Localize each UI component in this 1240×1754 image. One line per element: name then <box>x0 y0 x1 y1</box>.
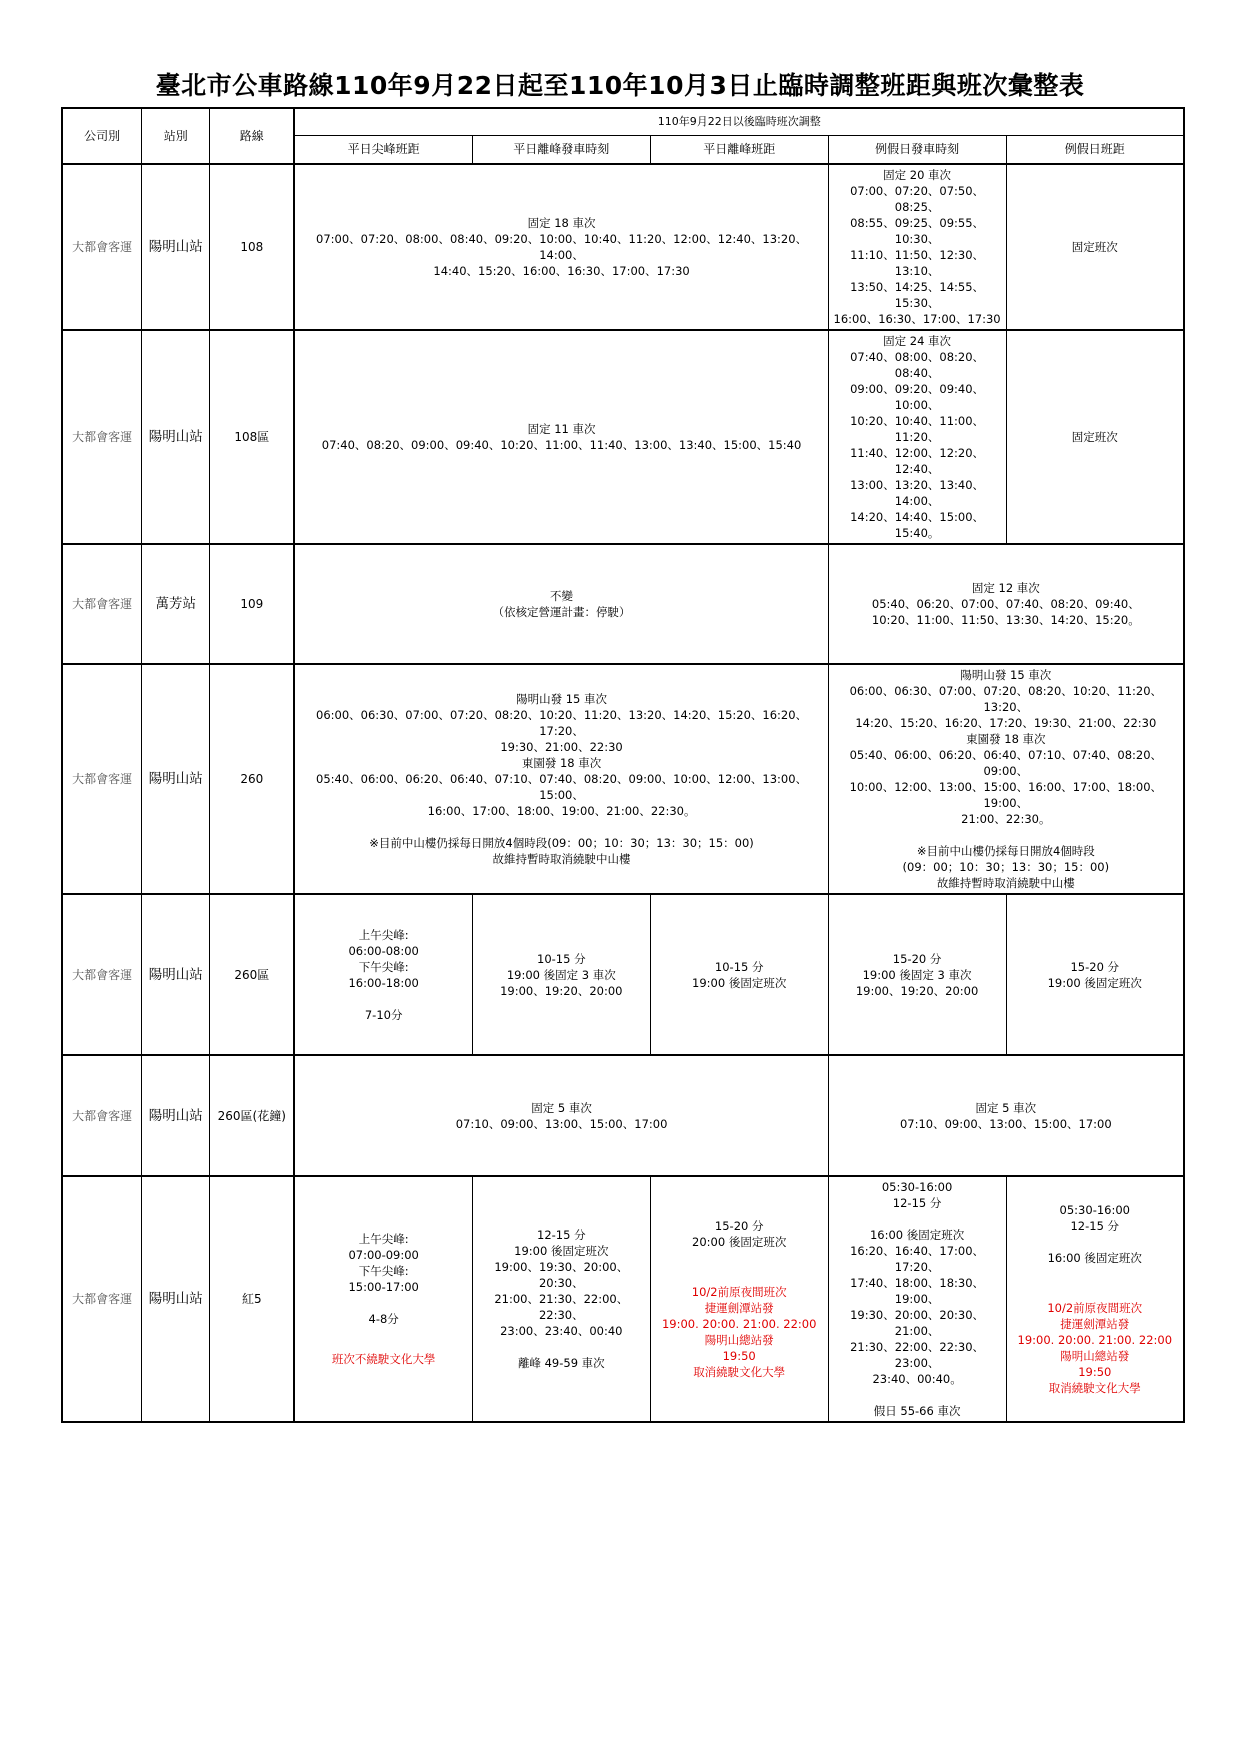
holiday-headway-cell <box>1006 1176 1184 1422</box>
route-cell: 109 <box>210 544 295 664</box>
station-cell: 萬芳站 <box>142 544 210 664</box>
holiday-headway-note: 10/2前原夜間班次 捷運劍潭站發 19:00. 20:00. 21:00. 22:00 陽明山總站發 19:50 取消繞駛文化大學 <box>1017 1301 1173 1395</box>
weekday-peak-text: 上午尖峰: 07:00-09:00 下午尖峰: 15:00-17:00 4-8分 <box>348 1232 419 1326</box>
weekday-offpeak-headway-cell <box>650 1176 828 1422</box>
holiday-headway-text: 05:30-16:00 12-15 分 16:00 後固定班次 <box>1047 1203 1142 1265</box>
route-cell: 108 <box>210 164 295 330</box>
header-route: 路線 <box>210 108 295 164</box>
weekday-offpeak-times-cell: 10-15 分 19:00 後固定 3 車次 19:00、19:20、20:00 <box>472 894 650 1055</box>
weekday-schedule-cell: 固定 11 車次 07:40、08:20、09:00、09:40、10:20、11:00、11:40、13:00、13:40、15:00、15:40 <box>294 330 828 544</box>
route-cell: 紅5 <box>210 1176 295 1422</box>
table-row <box>62 330 1184 544</box>
document-title: 臺北市公車路線110年9月22日起至110年10月3日止臨時調整班距與班次彙整表 <box>155 71 1085 100</box>
company-cell: 大都會客運 <box>62 1055 142 1176</box>
weekday-peak-cell <box>294 1176 472 1422</box>
weekday-peak-note: 班次不繞駛文化大學 <box>331 1352 436 1366</box>
table-row <box>62 164 1184 330</box>
weekday-offpeak-headway-cell: 10-15 分 19:00 後固定班次 <box>650 894 828 1055</box>
holiday-schedule-cell: 陽明山發 15 車次 06:00、06:30、07:00、07:20、08:20、10:20、11:20、13:20、 14:20、15:20、16:20、17:20、19:30、21:00、22:30 東園發 18 車次 05:40、06:00、06:20、06:40、07:10、07:40、08:20、09:00、 10:00、12:00、13:00、15:00、16:00、17:00、18:00、19:00、 21:00、22:30。 ※目前中山樓仍採每日開放4個時段 (09：00；10：30；13：30；15：00) 故維持暫時取消繞駛中山樓 <box>828 664 1184 894</box>
company-cell: 大都會客運 <box>62 544 142 664</box>
holiday-times-cell: 15-20 分 19:00 後固定 3 車次 19:00、19:20、20:00 <box>828 894 1006 1055</box>
weekday-schedule-cell: 陽明山發 15 車次 06:00、06:30、07:00、07:20、08:20、10:20、11:20、13:20、14:20、15:20、16:20、17:20、 19:30、21:00、22:30 東園發 18 車次 05:40、06:00、06:20、06:40、07:10、07:40、08:20、09:00、10:00、12:00、13:00、15:00、 16:00、17:00、18:00、19:00、21:00、22:30。 ※目前中山樓仍採每日開放4個時段(09：00；10：30；13：30；15：00) 故維持暫時取消繞駛中山樓 <box>294 664 828 894</box>
holiday-headway-cell: 15-20 分 19:00 後固定班次 <box>1006 894 1184 1055</box>
table-row <box>62 894 1184 1055</box>
weekday-offpeak-headway-text: 15-20 分 20:00 後固定班次 <box>692 1219 787 1249</box>
holiday-headway-cell: 固定班次 <box>1006 330 1184 544</box>
station-cell: 陽明山站 <box>142 164 210 330</box>
station-cell: 陽明山站 <box>142 1176 210 1422</box>
header-group: 110年9月22日以後臨時班次調整 <box>294 108 1184 135</box>
route-cell: 260區(花鐘) <box>210 1055 295 1176</box>
station-cell: 陽明山站 <box>142 894 210 1055</box>
route-cell: 108區 <box>210 330 295 544</box>
company-cell: 大都會客運 <box>62 664 142 894</box>
weekday-schedule-cell: 不變 （依核定營運計畫：停駛） <box>294 544 828 664</box>
table-row <box>62 1055 1184 1176</box>
header-weekday-offpeak-times: 平日離峰發車時刻 <box>472 135 650 164</box>
holiday-times-cell: 固定 20 車次 07:00、07:20、07:50、08:25、 08:55、09:25、09:55、10:30、 11:10、11:50、12:30、13:10、 13:50、14:25、14:55、15:30、 16:00、16:30、17:00、17:30 <box>828 164 1006 330</box>
table-row <box>62 664 1184 894</box>
weekday-schedule-cell: 固定 5 車次 07:10、09:00、13:00、15:00、17:00 <box>294 1055 828 1176</box>
header-row-1 <box>62 108 1184 135</box>
station-cell: 陽明山站 <box>142 664 210 894</box>
weekday-offpeak-headway-note: 10/2前原夜間班次 捷運劍潭站發 19:00. 20:00. 21:00. 22:00 陽明山總站發 19:50 取消繞駛文化大學 <box>661 1285 817 1379</box>
weekday-schedule-cell: 固定 18 車次 07:00、07:20、08:00、08:40、09:20、10:00、10:40、11:20、12:00、12:40、13:20、14:00、 14:40、15:20、16:00、16:30、17:00、17:30 <box>294 164 828 330</box>
table-row <box>62 1176 1184 1422</box>
company-cell: 大都會客運 <box>62 330 142 544</box>
holiday-times-cell: 固定 24 車次 07:40、08:00、08:20、08:40、 09:00、09:20、09:40、10:00、 10:20、10:40、11:00、11:20、 11:40、12:00、12:20、12:40、 13:00、13:20、13:40、14:00、 14:20、14:40、15:00、15:40。 <box>828 330 1006 544</box>
holiday-schedule-cell: 固定 12 車次 05:40、06:20、07:00、07:40、08:20、09:40、 10:20、11:00、11:50、13:30、14:20、15:20。 <box>828 544 1184 664</box>
holiday-headway-cell: 固定班次 <box>1006 164 1184 330</box>
company-cell: 大都會客運 <box>62 894 142 1055</box>
route-cell: 260區 <box>210 894 295 1055</box>
schedule-table <box>61 107 1185 1423</box>
weekday-offpeak-times-cell: 12-15 分 19:00 後固定班次 19:00、19:30、20:00、20:30、 21:00、21:30、22:00、22:30、 23:00、23:40、00:40 離峰 49-59 車次 <box>472 1176 650 1422</box>
station-cell: 陽明山站 <box>142 1055 210 1176</box>
header-company: 公司別 <box>62 108 142 164</box>
weekday-peak-cell: 上午尖峰: 06:00-08:00 下午尖峰: 16:00-18:00 7-10分 <box>294 894 472 1055</box>
header-holiday-times: 例假日發車時刻 <box>828 135 1006 164</box>
station-cell: 陽明山站 <box>142 330 210 544</box>
header-weekday-offpeak-headway: 平日離峰班距 <box>650 135 828 164</box>
route-cell: 260 <box>210 664 295 894</box>
header-station: 站別 <box>142 108 210 164</box>
header-holiday-headway: 例假日班距 <box>1006 135 1184 164</box>
header-weekday-peak: 平日尖峰班距 <box>294 135 472 164</box>
table-row <box>62 544 1184 664</box>
company-cell: 大都會客運 <box>62 1176 142 1422</box>
company-cell: 大都會客運 <box>62 164 142 330</box>
holiday-times-cell: 05:30-16:00 12-15 分 16:00 後固定班次 16:20、16:40、17:00、17:20、 17:40、18:00、18:30、19:00、 19:30、20:00、20:30、21:00、 21:30、22:00、22:30、23:00、 23:40、00:40。 假日 55-66 車次 <box>828 1176 1006 1422</box>
holiday-schedule-cell: 固定 5 車次 07:10、09:00、13:00、15:00、17:00 <box>828 1055 1184 1176</box>
